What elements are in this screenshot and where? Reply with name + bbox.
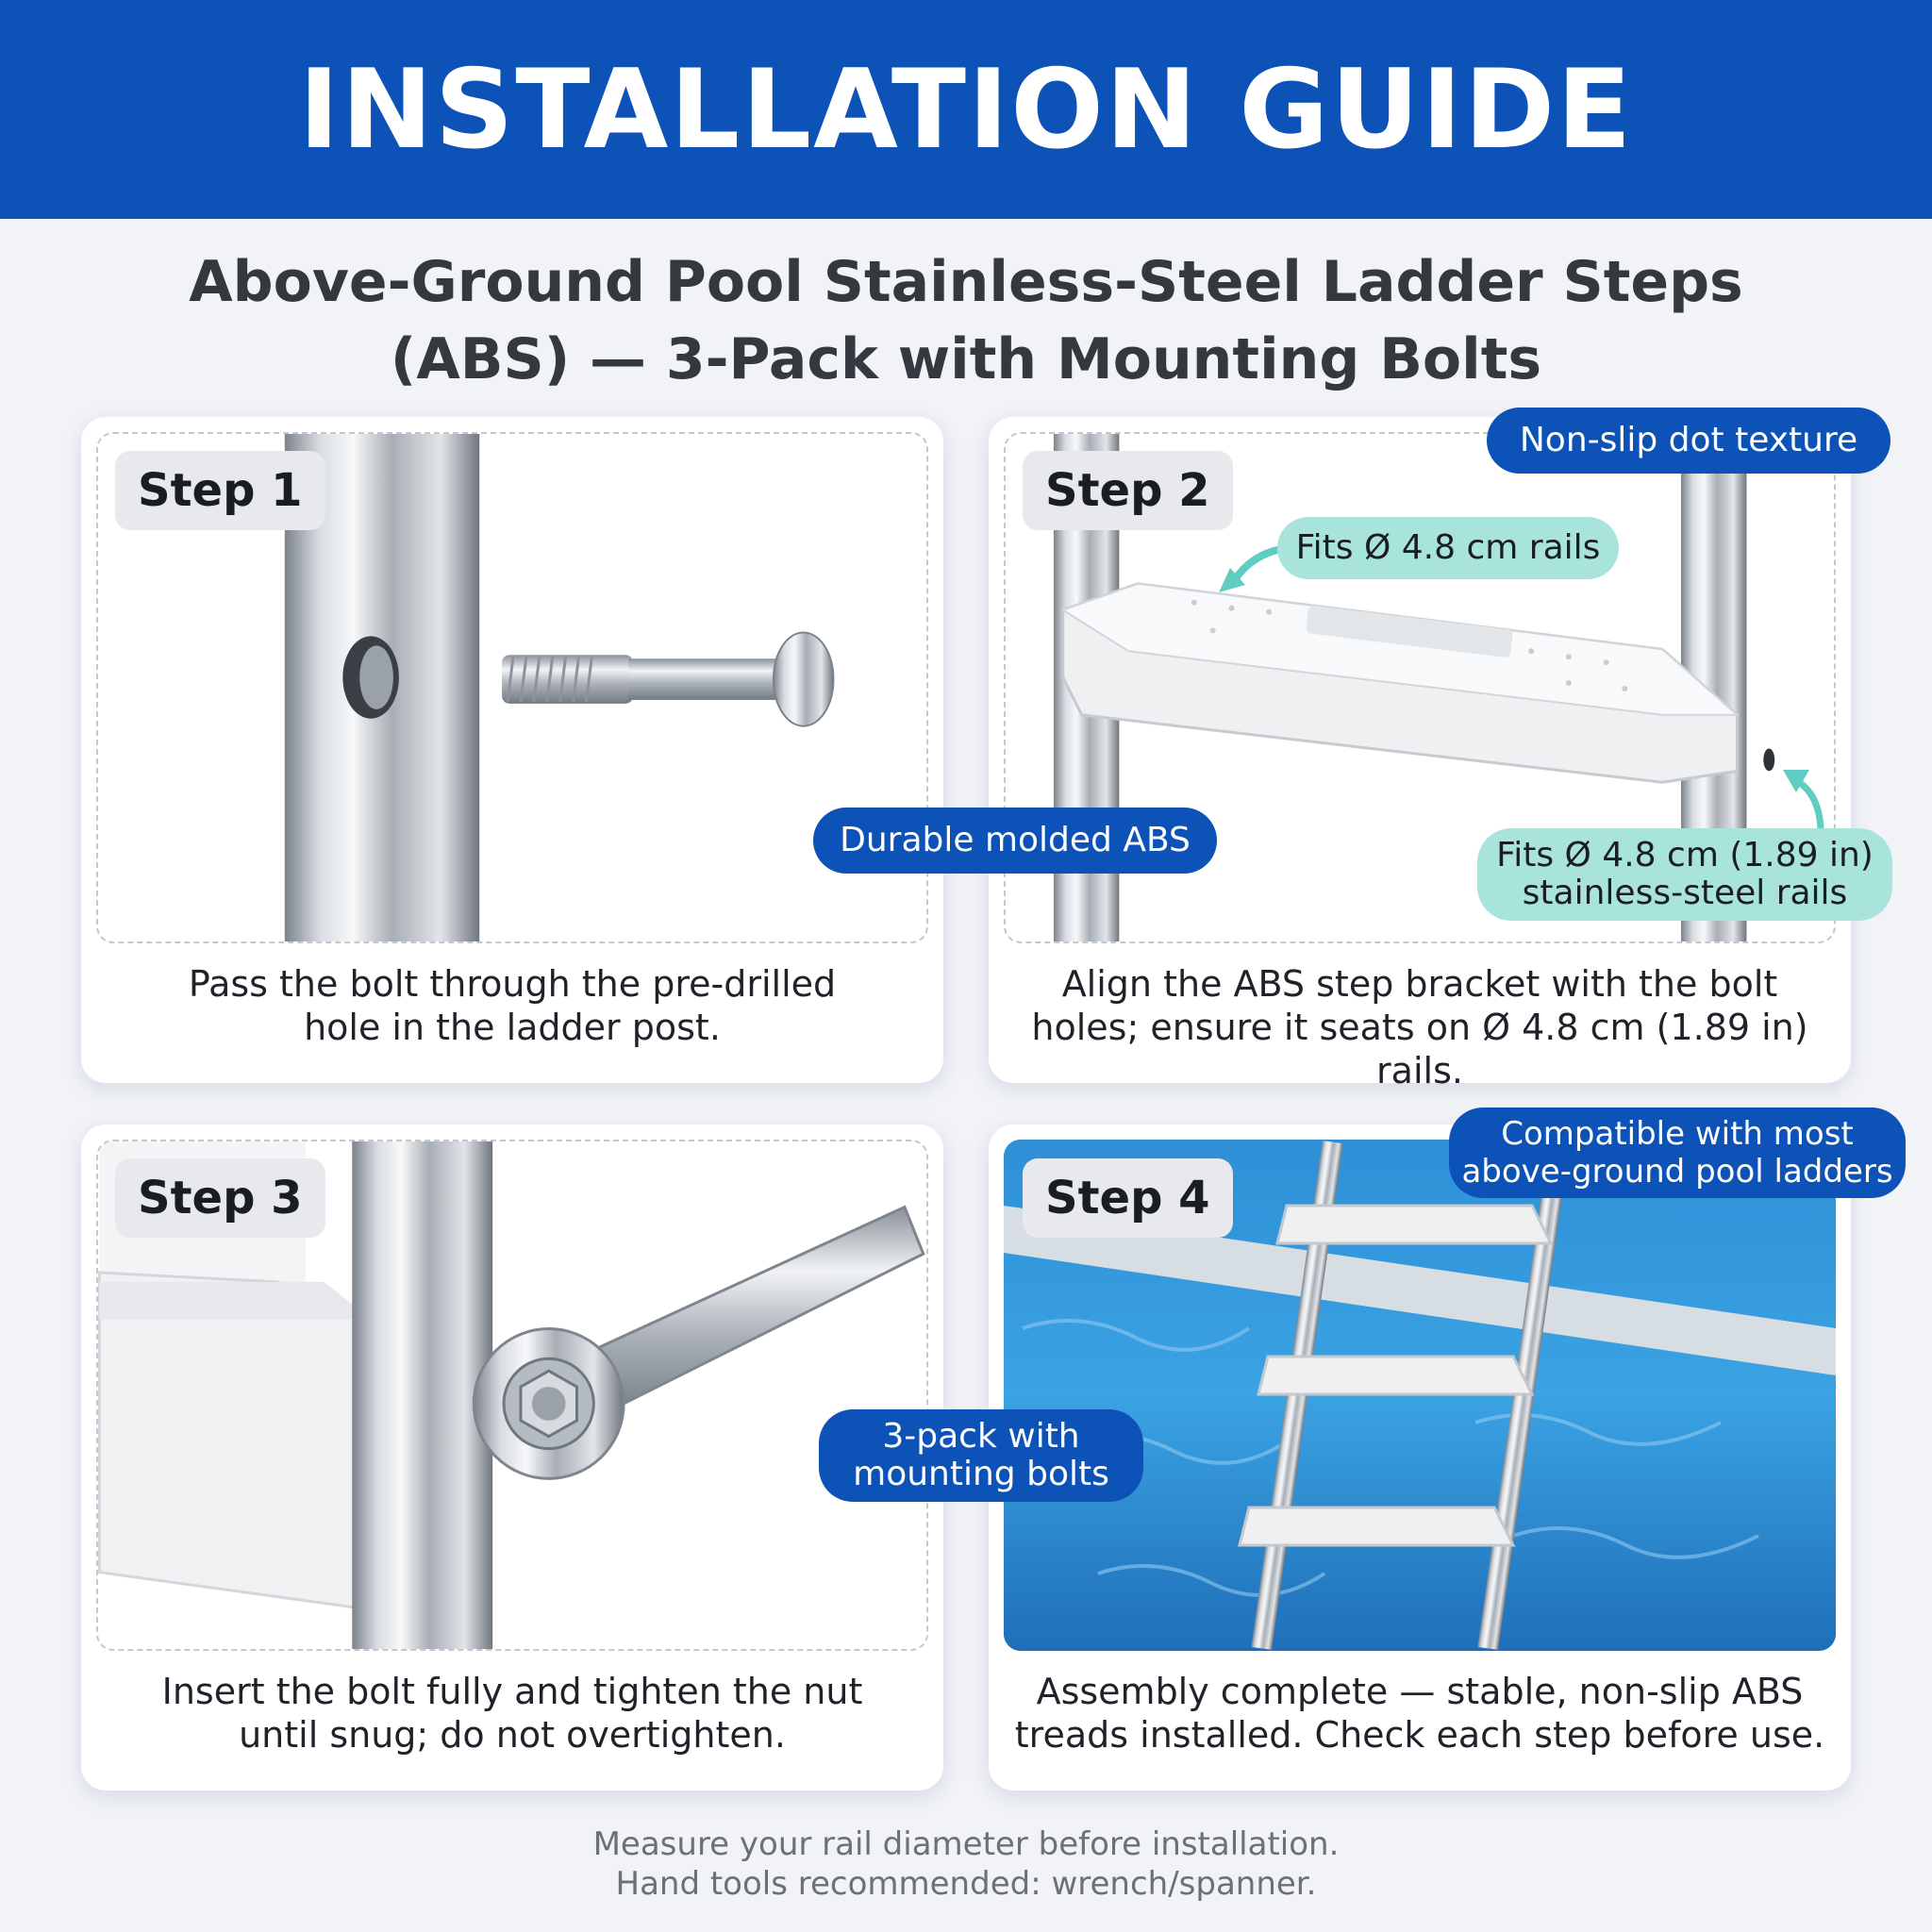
step-4-caption: [1008, 1670, 1832, 1757]
step-3-caption-line2: until snug; do not overtighten.: [239, 1714, 786, 1756]
step-2-badge: Step 2: [1023, 451, 1233, 530]
step-1-caption-line1: Pass the bolt through the pre-drilled: [188, 963, 837, 1005]
product-title-line2: (ABS) — 3-Pack with Mounting Bolts: [390, 326, 1542, 392]
step-1-badge: Step 1: [115, 451, 325, 530]
step-card-1: [81, 417, 943, 1083]
step-1-caption: [100, 962, 924, 1049]
three-pack-callout-line1: 3-pack with: [882, 1417, 1080, 1456]
footer-line2: Hand tools recommended: wrench/spanner.: [615, 1865, 1317, 1903]
fits-rails-callout: Fits Ø 4.8 cm rails: [1277, 517, 1619, 579]
non-slip-callout: Non-slip dot texture: [1487, 408, 1890, 474]
compatible-callout-line2: above-ground pool ladders: [1461, 1153, 1893, 1191]
compatible-callout: [1449, 1108, 1906, 1198]
product-title: [0, 243, 1932, 398]
step-3-caption: [100, 1670, 924, 1757]
page-title: INSTALLATION GUIDE: [298, 45, 1634, 174]
step-3-badge: Step 3: [115, 1158, 325, 1238]
step-1-caption-line2: hole in the ladder post.: [304, 1007, 721, 1048]
three-pack-callout: [819, 1409, 1143, 1502]
fits-full-callout-line2: stainless-steel rails: [1522, 874, 1848, 912]
step-card-3: [81, 1124, 943, 1790]
step-2-caption-line2: holes; ensure it seats on Ø 4.8 cm (1.89 in) rails.: [1031, 1007, 1808, 1091]
compatible-callout-line1: Compatible with most: [1501, 1115, 1854, 1153]
durable-abs-callout: Durable molded ABS: [813, 808, 1217, 874]
footer-line1: Measure your rail diameter before installation.: [592, 1825, 1340, 1863]
step-3-caption-line1: Insert the bolt fully and tighten the nut: [161, 1671, 863, 1712]
three-pack-callout-line2: mounting bolts: [853, 1455, 1109, 1493]
step-4-caption-line1: Assembly complete — stable, non-slip ABS: [1036, 1671, 1804, 1712]
header-banner: [0, 0, 1932, 219]
step-2-caption: [1008, 962, 1832, 1092]
footer-note: [0, 1824, 1932, 1904]
fits-full-callout-line1: Fits Ø 4.8 cm (1.89 in): [1496, 836, 1874, 874]
step-4-caption-line2: treads installed. Check each step before use.: [1014, 1714, 1825, 1756]
step-4-badge: Step 4: [1023, 1158, 1233, 1238]
fits-full-callout: [1477, 828, 1892, 921]
step-2-caption-line1: Align the ABS step bracket with the bolt: [1061, 963, 1778, 1005]
fits-full-arrow-icon: [1781, 764, 1838, 830]
product-title-line1: Above-Ground Pool Stainless-Steel Ladder Steps: [189, 249, 1743, 315]
